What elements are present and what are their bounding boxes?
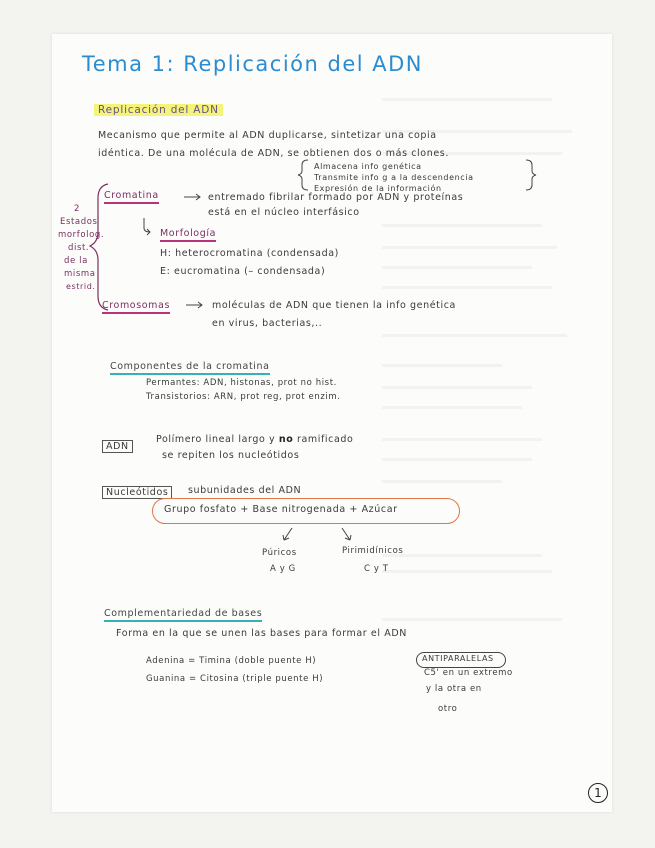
cromosomas-arrow-icon (186, 302, 202, 308)
pirimidinicos-bases: C y T (364, 564, 389, 574)
cromosomas-desc-line-1: moléculas de ADN que tienen la info genética (212, 300, 456, 311)
puricos-bases: A y G (270, 564, 296, 574)
guanina-line: Guanina = Citosina (triple puente H) (146, 674, 324, 684)
function-item-2: Transmite info g a la descendencia (314, 173, 474, 182)
function-item-1: Almacena info genética (314, 162, 422, 171)
adenina-line: Adenina = Timina (doble puente H) (146, 656, 317, 666)
pirimidinicos-label: Pirimidínicos (342, 546, 404, 556)
nucleotidos-box-label: Nucleótidos (102, 486, 172, 499)
permanentes-line: Permantes: ADN, histonas, prot no hist. (146, 378, 337, 388)
pirimidinicos-arrow-icon (342, 528, 351, 540)
functions-brace-icon (298, 160, 308, 190)
eucromatina-line: E: eucromatina (– condensada) (160, 266, 326, 277)
cromatina-arrow-icon (184, 194, 200, 200)
antiparalelas-label: ANTIPARALELAS (422, 654, 494, 663)
nucleotidos-desc: subunidades del ADN (188, 485, 302, 496)
page-number: 1 (588, 783, 608, 803)
heterocromatina-line: H: heterocromatina (condensada) (160, 248, 339, 259)
adn-line-1: Polímero lineal largo y no ramificado (156, 434, 354, 445)
morfologia-label: Morfología (160, 228, 216, 242)
cromatina-desc-line-2: está en el núcleo interfásico (208, 207, 360, 218)
states-brace-icon (90, 184, 108, 310)
section-heading-replicacion: Replicación del ADN (94, 104, 223, 116)
functions-close-brace-icon (526, 160, 536, 190)
puricos-label: Púricos (262, 548, 297, 558)
cromosomas-label: Cromosomas (102, 300, 170, 314)
adn-line-2: se repiten los nucleótidos (162, 450, 300, 461)
function-item-3: Expresión de la información (314, 184, 442, 193)
complementariedad-def: Forma en la que se unen las bases para formar el ADN (116, 628, 407, 639)
adn-no-emphasis: no (278, 434, 294, 445)
morfologia-hook-icon (144, 218, 150, 235)
cromatina-desc-line-1: entremado fibrilar formado por ADN y proteínas (208, 192, 464, 203)
antiparalelas-line-2: y la otra en (426, 684, 482, 694)
cromosomas-desc-line-2: en virus, bacterias,.. (212, 318, 323, 329)
definition-line-2: idéntica. De una molécula de ADN, se obtienen dos o más clones. (98, 148, 449, 159)
handwritten-strokes (52, 34, 612, 812)
page-title: Tema 1: Replicación del ADN (82, 52, 423, 76)
antiparalelas-line-3: otro (438, 704, 458, 714)
componentes-heading: Componentes de la cromatina (110, 361, 270, 375)
puricos-arrow-icon (283, 528, 292, 540)
adn-box-label: ADN (102, 440, 133, 453)
definition-line-1: Mecanismo que permite al ADN duplicarse, sintetizar una copia (98, 130, 437, 141)
nucleotide-formula: Grupo fosfato + Base nitrogenada + Azúcar (164, 504, 398, 515)
transitorios-line: Transistorios: ARN, prot reg, prot enzim. (146, 392, 341, 402)
cromatina-label: Cromatina (104, 190, 159, 204)
antiparalelas-line-1: C5' en un extremo (424, 668, 513, 678)
complementariedad-heading: Complementariedad de bases (104, 608, 262, 622)
notebook-page: Tema 1: Replicación del ADN Replicación del ADN Mecanismo que permite al ADN duplicarse, sintetizar una copia idéntica. De una molécula de ADN, se obtienen dos o más clones. Almacena info genética Transmite info g a la descendencia Expresión de la información 2 Estados morfolog. dist. de la misma estrid. Cromatina entremado fibrilar formado por ADN y proteínas está en el núcleo interfásico Morfología H: heterocromatina (condensada) E: eucromatina (– condensada) Cromosomas moléculas de ADN que tienen la info genética en virus, bacterias,.. Componentes de la cromatina Permantes: ADN, histonas, prot no hist. Transistorios: ARN, prot reg, prot enzim. ADN Polímero lineal largo y no ramificado se repiten los nucleótidos Nucleótidos subunidades del ADN Grupo fosfato + Base nitrogenada + Azúcar Púricos A y G Pirimidínicos C y T Complementariedad de bases Forma en la que se unen las bases para formar el ADN Adenina = Timina (doble puente H) Guanina = Citosina (triple puente H) ANTIPARALELAS C5' en un extremo y la otra en otro 1 (52, 34, 612, 812)
